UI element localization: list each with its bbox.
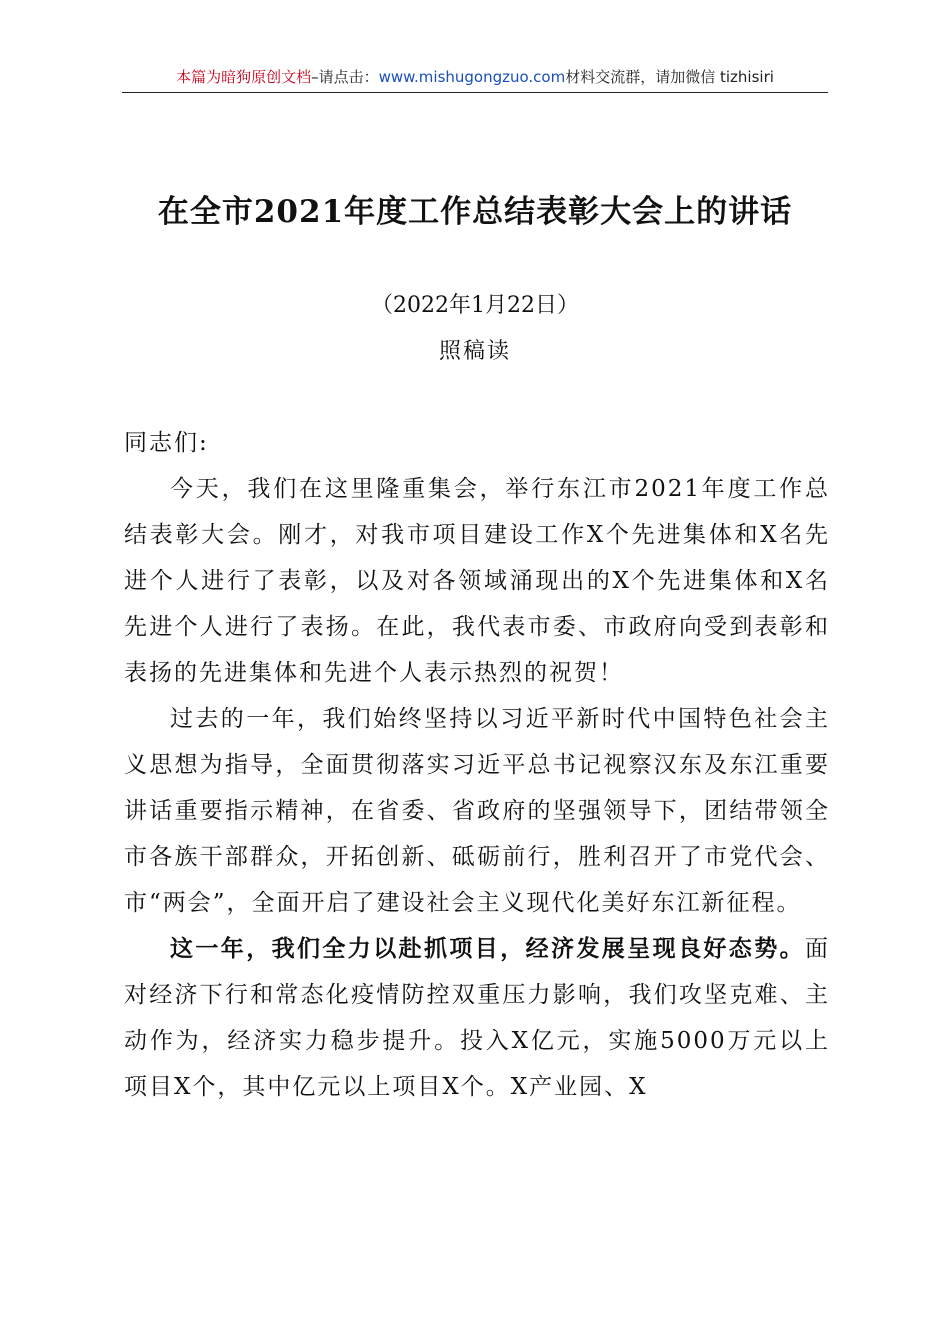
paragraph-3 (124, 926, 830, 1110)
document-title: 在全市2021年度工作总结表彰大会上的讲话 (157, 194, 793, 230)
header-wechat-text: 材料交流群，请加微信 tizhisiri (565, 68, 774, 86)
document-date: （2022年1月22日） (371, 293, 579, 318)
paragraph-1: 今天，我们在这里隆重集会，举行东江市2021年度工作总结表彰大会。刚才，对我市项目建设工作X个先进集体和X名先进个人进行了表彰，以及对各领域涌现出的X个先进集体和X名先进个人进行了表扬。在此，我代表市委、市政府向受到表彰和表扬的先进集体和先进个人表示热烈的祝贺！ (124, 476, 830, 686)
document-body (124, 420, 830, 1110)
page-header (122, 64, 828, 93)
document-note: 照稿读 (438, 339, 511, 364)
salutation: 同志们: (124, 430, 209, 456)
header-click-text: –请点击： (311, 68, 379, 86)
paragraph-3-heading: 这一年，我们全力以赴抓项目，经济发展呈现良好态势。 (170, 936, 805, 962)
paragraph-3-body: 面对经济下行和常态化疫情防控双重压力影响，我们攻坚克难、主动作为，经济实力稳步提升。投入X亿元，实施5000万元以上项目X个，其中亿元以上项目X个。X产业园、X (124, 936, 830, 1100)
paragraph-2: 过去的一年，我们始终坚持以习近平新时代中国特色社会主义思想为指导，全面贯彻落实习近平总书记视察汉东及东江重要讲话重要指示精神，在省委、省政府的坚强领导下，团结带领全市各族干部群众，开拓创新、砥砺前行，胜利召开了市党代会、市“两会”，全面开启了建设社会主义现代化美好东江新征程。 (124, 706, 830, 916)
header-brand: 本篇为暗狗原创文档 (176, 68, 312, 86)
header-url-link[interactable]: www.mishugongzuo.com (378, 68, 566, 86)
